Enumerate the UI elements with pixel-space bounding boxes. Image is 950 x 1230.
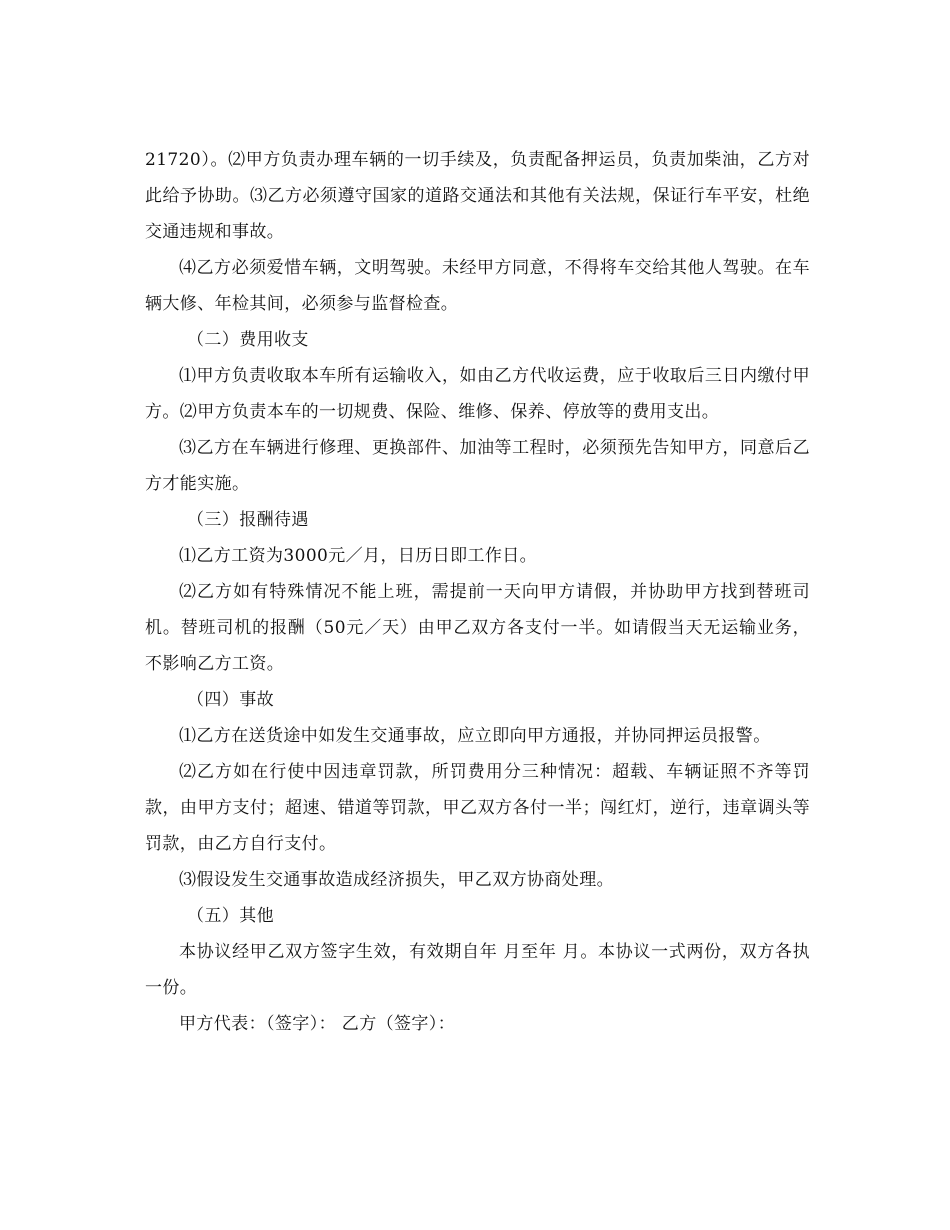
paragraph-clause-continuation: 21720）。⑵甲方负责办理车辆的一切手续及，负责配备押运员，负责加柴油，乙方对此给予协助。⑶乙方必须遵守国家的道路交通法和其他有关法规，保证行车平安，杜绝交通违规和事故。: [145, 150, 810, 242]
paragraph-accidents-2: ⑵乙方如在行使中因违章罚款，所罚费用分三种情况：超载、车辆证照不齐等罚款，由甲方支付；超速、错道等罚款，甲乙双方各付一半；闯红灯，逆行，违章调头等罚款，由乙方自行支付。: [145, 762, 810, 854]
section-heading-expenses: （二）费用收支: [187, 330, 309, 350]
paragraph-compensation-2: ⑵乙方如有特殊情况不能上班，需提前一天向甲方请假，并协助甲方找到替班司机。替班司机的报酬（50元／天）由甲乙双方各支付一半。如请假当天无运输业务，不影响乙方工资。: [145, 582, 810, 674]
paragraph-accidents-1: ⑴乙方在送货途中如发生交通事故，应立即向甲方通报，并协同押运员报警。: [179, 726, 771, 746]
paragraph-validity: 本协议经甲乙双方签字生效，有效期自年 月至年 月。本协议一式两份，双方各执一份。: [145, 942, 810, 998]
paragraph-expenses-3: ⑶乙方在车辆进行修理、更换部件、加油等工程时，必须预先告知甲方，同意后乙方才能实施。: [145, 438, 810, 494]
document-body: [145, 142, 810, 1042]
section-heading-compensation: （三）报酬待遇: [187, 510, 309, 530]
signature-line: 甲方代表：（签字）： 乙方（签字）：: [179, 1014, 456, 1034]
section-heading-accidents: （四）事故: [187, 690, 274, 710]
paragraph-compensation-1: ⑴乙方工资为3000元／月，日历日即工作日。: [179, 546, 538, 566]
paragraph-clause-4: ⑷乙方必须爱惜车辆，文明驾驶。未经甲方同意，不得将车交给其他人驾驶。在车辆大修、年检其间，必须参与监督检查。: [145, 258, 810, 314]
paragraph-expenses-1: ⑴甲方负责收取本车所有运输收入，如由乙方代收运费，应于收取后三日内缴付甲方。⑵甲方负责本车的一切规费、保险、维修、保养、停放等的费用支出。: [145, 366, 810, 422]
section-heading-other: （五）其他: [187, 906, 274, 926]
paragraph-accidents-3: ⑶假设发生交通事故造成经济损失，甲乙双方协商处理。: [179, 870, 614, 890]
